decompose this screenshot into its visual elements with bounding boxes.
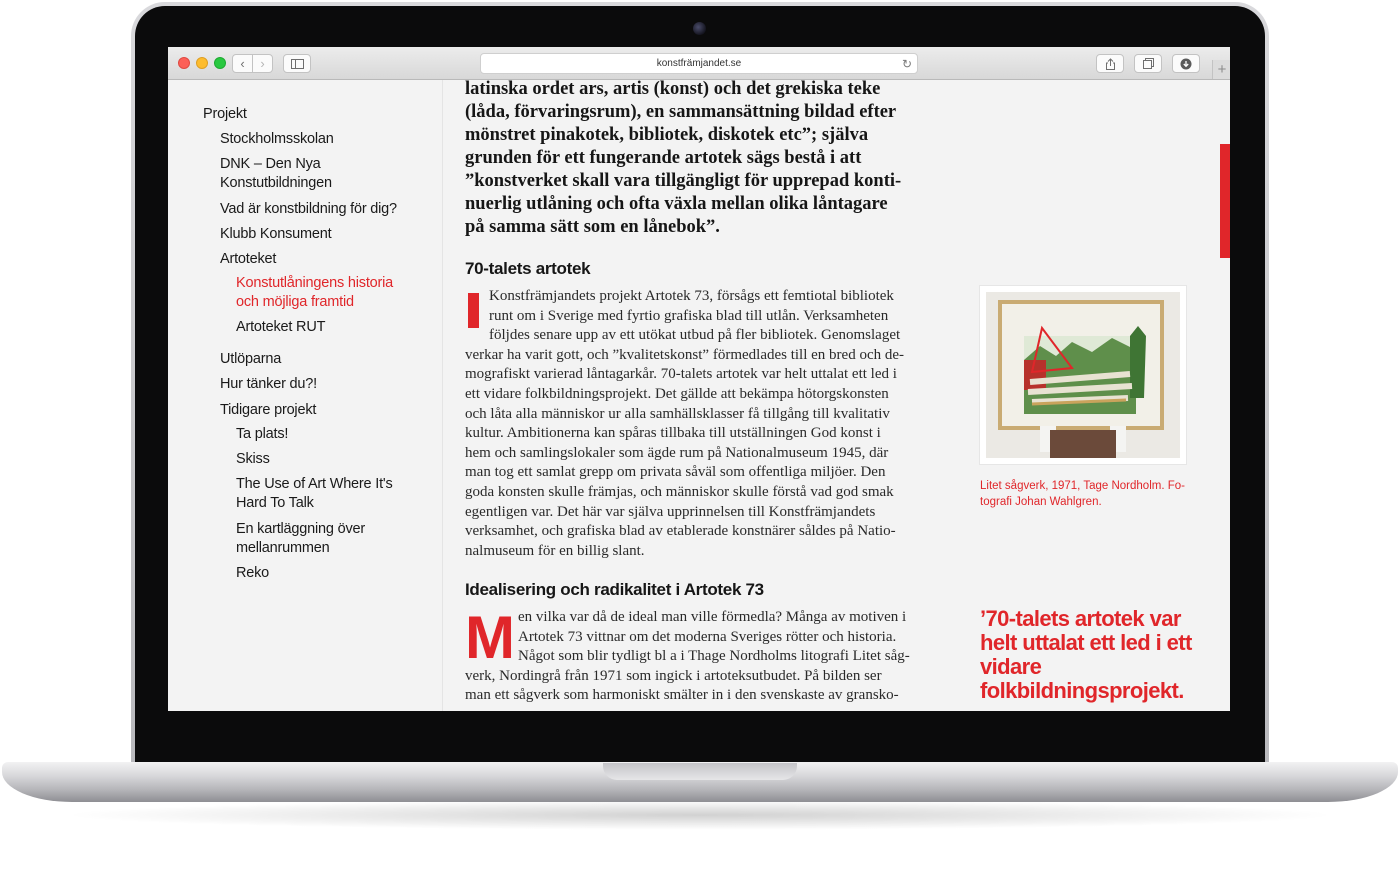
sidebar-item-ta-plats[interactable]: Ta plats!	[236, 426, 289, 442]
share-icon	[1105, 58, 1116, 70]
body-line: nalmuseum för en billig slant.	[465, 542, 645, 559]
article	[465, 80, 945, 711]
body-line: mografiskt varierad låntagarkår. 70-talets artotek var helt uttalat ett led i	[465, 366, 897, 383]
pull-quote-line: helt uttalat ett led i ett	[980, 630, 1192, 655]
lead-line: grunden för ett fungerande artotek sägs bestå i att	[465, 148, 862, 168]
minimize-window-button[interactable]	[196, 57, 208, 69]
caption-line: Litet sågverk, 1971, Tage Nordholm. Fo-	[980, 480, 1185, 492]
body-line: verkar ha varit gott, och ”kvalitetskonst” förmedlades till en bred och de-	[465, 346, 905, 363]
body-line: man tog ett samlat grepp om privata såväl som offentliga miljöer. Den	[465, 464, 886, 481]
sidebar-item-dnk[interactable]: DNK – Den Nya	[220, 156, 321, 172]
sidebar-item-use-of-art[interactable]: The Use of Art Where It's	[236, 476, 393, 492]
forward-button[interactable]	[252, 54, 273, 73]
sidebar-item-reko[interactable]: Reko	[236, 565, 270, 581]
sidebar-item-artoteket-rut[interactable]: Artoteket RUT	[236, 319, 326, 335]
reload-icon[interactable]: ↻	[901, 57, 912, 71]
zoom-window-button[interactable]	[214, 57, 226, 69]
lead-paragraph	[465, 80, 945, 239]
back-button[interactable]	[232, 54, 253, 73]
pull-quote-line: vidare	[980, 654, 1042, 679]
pull-quote	[980, 607, 1220, 703]
body-line: Artotek 73 vittnar om det moderna Sveriges rötter och historia.	[518, 628, 897, 645]
body-line: man ett sågverk som harmoniskt smälter in i den svenskaste av gransko-	[465, 687, 899, 704]
sidebar-toggle-button[interactable]	[283, 54, 311, 73]
body-line: egentligen var. Det här var själva upprinnelsen till Konstfrämjandets	[465, 503, 876, 520]
body-line: runt om i Sverige med fyrtio grafiska blad till utlån. Verksamheten	[489, 307, 889, 324]
sidebar-item-dnk[interactable]: Konstutbildningen	[220, 175, 332, 191]
body-line: en vilka var då de ideal man ville förmedla? Många av motiven i	[518, 609, 907, 625]
laptop-notch	[603, 763, 797, 780]
body-line: hem och samlingslokaler som ägde rum på Nationalmuseum 1945, där	[465, 444, 889, 461]
caption-line: tografi Johan Wahlgren.	[980, 496, 1102, 508]
tabs-overview-button[interactable]	[1134, 54, 1162, 73]
section-heading: 70-talets artotek	[465, 259, 591, 278]
dropcap-i	[468, 293, 479, 328]
lead-line: (låda, förvaringsrum), en sammansättning bildad efter	[465, 102, 897, 122]
section-body	[465, 287, 940, 561]
address-bar[interactable]	[480, 53, 918, 74]
body-line: följdes senare upp av ett utökat utbud på fler bibliotek. Genomslaget	[489, 327, 901, 344]
sidebar-item-utloparna[interactable]: Utlöparna	[220, 351, 282, 367]
lead-line: ”konstverket skall vara tillgängligt för upprepad konti-	[465, 171, 902, 191]
lead-line: mönstret pinakotek, bibliotek, diskotek etc”; själva	[465, 125, 869, 145]
sidebar-item-hur-tanker-du[interactable]: Hur tänker du?!	[220, 376, 317, 392]
body-line: goda konsten skulle främjas, och människor skulle förstå vad god smak	[465, 483, 894, 500]
body-line: verk, Nordingrå från 1971 som ingick i artoteksutbudet. På bilden ser	[465, 667, 882, 684]
artwork-image[interactable]	[980, 286, 1186, 464]
downloads-button[interactable]	[1172, 54, 1200, 73]
sidebar-item-artoteket[interactable]: Artoteket	[220, 251, 277, 267]
body-line: Konstfrämjandets projekt Artotek 73, försågs ett femtiotal bibliotek	[489, 288, 894, 304]
chevron-left-icon: ‹	[240, 56, 245, 71]
chevron-right-icon: ›	[260, 56, 265, 71]
sidebar-item-konstutlaningens-historia[interactable]: och möjliga framtid	[236, 294, 354, 310]
body-line: verksamhet, och grafiska blad av etablerade konstnärer såldes på Natio-	[465, 523, 896, 540]
new-tab-button[interactable]: +	[1212, 60, 1230, 79]
browser-window	[168, 47, 1230, 711]
body-line: Något som blir tydligt bl a i Thage Nordholms litografi Litet såg-	[518, 648, 910, 665]
figure-caption	[980, 478, 1190, 510]
artwork-illustration	[980, 286, 1186, 464]
share-button[interactable]	[1096, 54, 1124, 73]
body-line: och låta alla människor ur alla samhällsklasser få tillgång till kvalitativ	[465, 405, 890, 422]
lead-line: nuerlig utlåning och ofta växla mellan olika låntagare	[465, 194, 888, 214]
close-window-button[interactable]	[178, 57, 190, 69]
laptop-shadow	[60, 800, 1340, 830]
sidebar-item-klubb-konsument[interactable]: Klubb Konsument	[220, 226, 332, 242]
pull-quote-line: folkbildningsprojekt.	[980, 678, 1184, 703]
sidebar-item-tidigare-projekt[interactable]: Tidigare projekt	[220, 402, 317, 418]
download-icon	[1180, 58, 1192, 70]
url-text: konstfrämjandet.se	[656, 58, 742, 69]
sidebar-item-skiss[interactable]: Skiss	[236, 451, 270, 467]
sidebar-icon	[291, 59, 304, 69]
sidebar-item-vad-ar-konstbildning[interactable]: Vad är konstbildning för dig?	[220, 201, 397, 217]
body-line: ett vidare folkbildningsprojekt. Det gällde att bekämpa hötorgskonsten	[465, 385, 889, 402]
laptop-chin	[135, 712, 1265, 766]
scroll-indicator[interactable]	[1220, 144, 1230, 258]
camera-icon	[693, 22, 706, 35]
section-body	[465, 604, 940, 706]
sidebar	[168, 80, 443, 711]
sidebar-item-kartlaggning[interactable]: mellanrummen	[236, 540, 330, 556]
pull-quote-line: ’70-talets artotek var	[980, 606, 1181, 631]
lead-line: på samma sätt som en lånebok”.	[465, 217, 720, 237]
lead-line: latinska ordet ars, artis (konst) och det grekiska teke	[465, 80, 881, 99]
sidebar-item-use-of-art[interactable]: Hard To Talk	[236, 495, 314, 511]
section-heading: Idealisering och radikalitet i Artotek 73	[465, 580, 764, 599]
sidebar-item-stockholmsskolan[interactable]: Stockholmsskolan	[220, 131, 334, 147]
browser-toolbar	[168, 47, 1230, 80]
sidebar-item-projekt[interactable]: Projekt	[203, 106, 247, 122]
sidebar-item-kartlaggning[interactable]: En kartläggning över	[236, 521, 365, 537]
sidebar-item-konstutlaningens-historia[interactable]: Konstutlåningens historia	[236, 275, 394, 291]
body-line: kultur. Ambitionerna kan spåras tillbaka till utställningen God konst i	[465, 425, 881, 442]
dropcap-m: M	[465, 604, 515, 671]
tabs-icon	[1143, 58, 1154, 69]
